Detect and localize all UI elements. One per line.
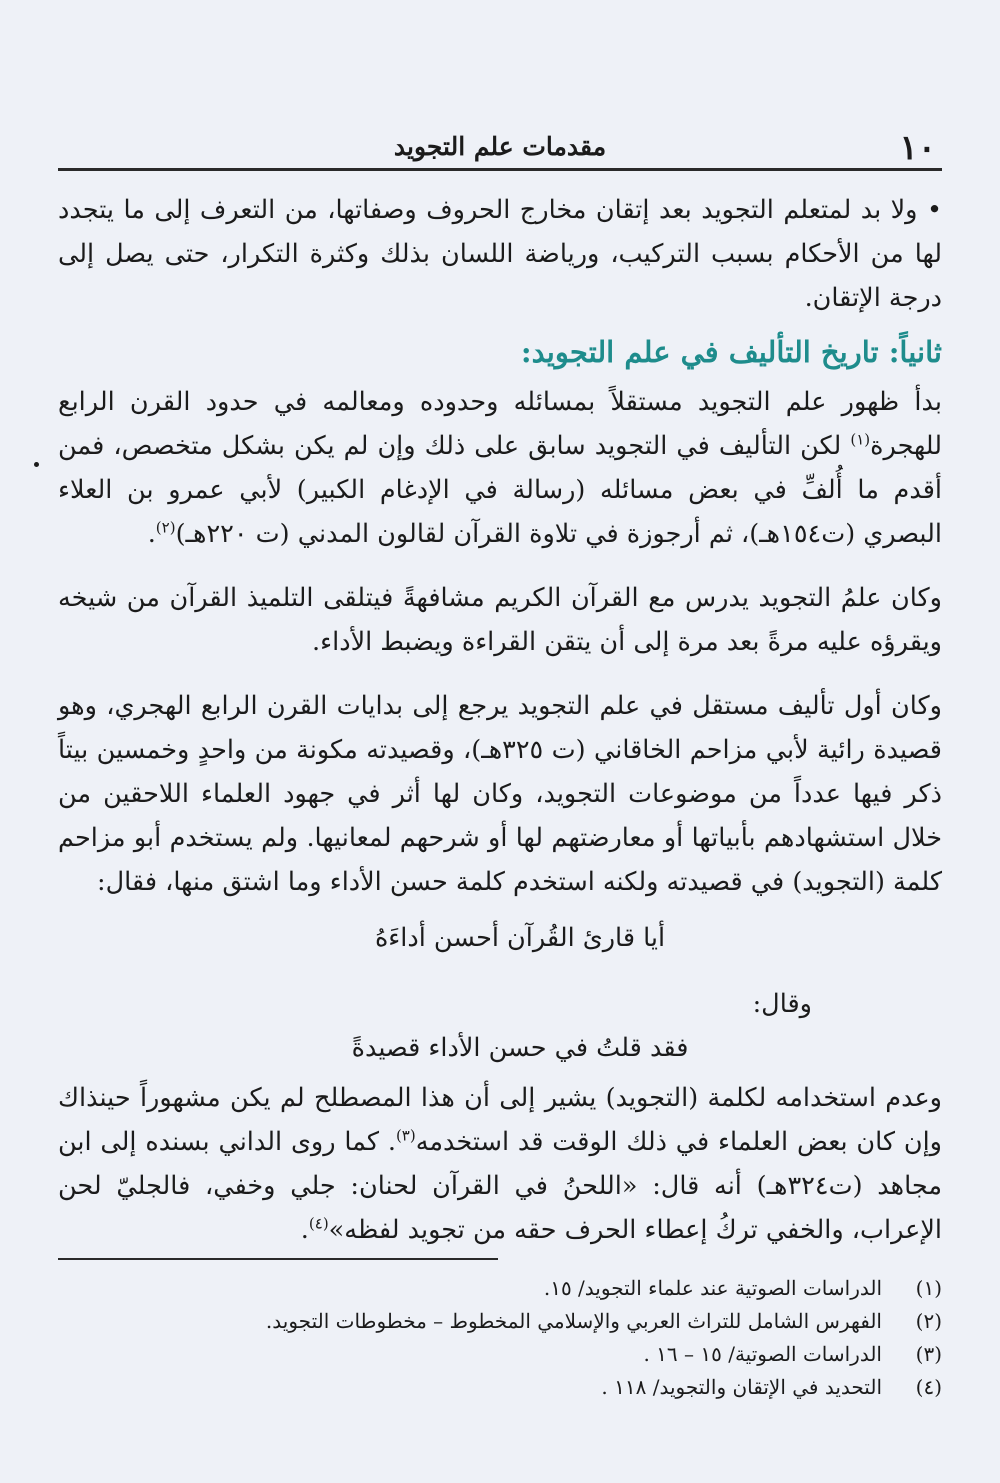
footnote-3 bbox=[58, 1338, 942, 1371]
footnote-text: الدراسات الصوتية عند علماء التجويد/ ١٥. bbox=[543, 1276, 882, 1300]
paragraph-1-text-b: لكن التأليف في التجويد سابق على ذلك وإن لم يكن بشكل متخصص، فمن أقدم ما أُلفِّ في بعض مسائله (رسالة في الإدغام الكبير) لأبي عمرو بن العلاء البصري (ت١٥٤هـ)، ثم أرجوزة في تلاوة القرآن لقالون المدني (ت ٢٢٠هـ) bbox=[58, 431, 942, 549]
footnote-1 bbox=[58, 1272, 942, 1305]
paragraph-4 bbox=[58, 1076, 942, 1252]
paragraph-1-text: بدأ ظهور علم التجويد مستقلاً بمسائله وحدوده ومعالمه في حدود القرن الرابع للهجرة bbox=[58, 387, 942, 461]
footnote-2 bbox=[58, 1305, 942, 1338]
paragraph-4-text: وعدم استخدامه لكلمة (التجويد) يشير إلى أن هذا المصطلح لم يكن مشهوراً حينذاك وإن كان بعض العلماء في ذلك الوقت قد استخدمه bbox=[58, 1083, 942, 1157]
paragraph-3: وكان أول تأليف مستقل في علم التجويد يرجع إلى بدايات القرن الرابع الهجري، وهو قصيدة رائية لأبي مزاحم الخاقاني (ت ٣٢٥هـ)، وقصيدته مكونة من واحدٍ وخمسين بيتاً ذكر فيها عدداً من موضوعات التجويد، وكان لها أثر في جهود العلماء اللاحقين من خلال استشهادهم بأبياتها أو معارضتهم لها أو شرحهم لمعانيها. ولم يستخدم أبو مزاحم كلمة (التجويد) في قصيدته ولكنه استخدم كلمة حسن الأداء وما اشتق منها، فقال: bbox=[58, 691, 942, 897]
paragraph-2: وكان علمُ التجويد يدرس مع القرآن الكريم مشافهةً فيتلقى التلميذ القرآن من شيخه ويقرؤه عليه مرةً بعد مرة إلى أن يتقن القراءة ويضبط الأداء. bbox=[58, 583, 942, 657]
verse-line-2: فقد قلتُ في حسن الأداء قصيدةً bbox=[351, 1033, 689, 1063]
footnote-ref-4[interactable]: (٤) bbox=[308, 1214, 329, 1233]
footnotes bbox=[58, 1272, 942, 1404]
section-heading: ثانياً: تاريخ التأليف في علم التجويد: bbox=[520, 335, 942, 369]
footnote-number: (٢) bbox=[915, 1309, 942, 1333]
paragraph-1 bbox=[58, 380, 942, 556]
spacer bbox=[58, 664, 942, 684]
footnote-4 bbox=[58, 1371, 942, 1404]
footnote-text: التحديد في الإتقان والتجويد/ ١١٨ . bbox=[601, 1375, 882, 1399]
footnote-ref-3[interactable]: (٣) bbox=[395, 1126, 416, 1145]
verse-intro: وقال: bbox=[752, 989, 812, 1019]
footnote-number: (٣) bbox=[915, 1342, 942, 1366]
paragraph-4-text-c: . bbox=[300, 1215, 309, 1245]
main-text bbox=[58, 188, 942, 1252]
footnote-ref-2[interactable]: (٢) bbox=[155, 518, 176, 537]
page-header bbox=[58, 128, 942, 171]
footnote-ref-1[interactable]: (١) bbox=[850, 430, 871, 449]
spacer bbox=[58, 556, 942, 576]
page-number: ١٠ bbox=[899, 128, 936, 168]
stray-ink-dot bbox=[34, 462, 39, 467]
footnote-number: (٤) bbox=[915, 1375, 942, 1399]
footnote-number: (١) bbox=[915, 1276, 942, 1300]
footnote-divider bbox=[58, 1258, 498, 1260]
paragraph-4-text-b: . كما روى الداني بسنده إلى ابن مجاهد (ت٣٢٤هـ) أنه قال: «اللحنُ في القرآن لحنان: جلي وخفي، فالجليّ لحن الإعراب، والخفي تركُ إعطاء الحرف حقه من تجويد لفظه» bbox=[58, 1127, 942, 1245]
paragraph-1-text-c: . bbox=[147, 519, 156, 549]
footnote-text: الدراسات الصوتية/ ١٥ – ١٦ . bbox=[643, 1342, 882, 1366]
intro-paragraph: • ولا بد لمتعلم التجويد بعد إتقان مخارج الحروف وصفاتها، من التعرف إلى ما يتجدد لها من الأحكام بسبب التركيب، ورياضة اللسان بذلك وكثرة التكرار، حتى يصل إلى درجة الإتقان. bbox=[58, 195, 942, 313]
running-title: مقدمات علم التجويد bbox=[393, 132, 607, 161]
verse-line-1: أيا قارئ القُرآن أحسن أداءَهُ bbox=[374, 923, 666, 953]
footnote-text: الفهرس الشامل للتراث العربي والإسلامي المخطوط – مخطوطات التجويد. bbox=[265, 1309, 882, 1333]
